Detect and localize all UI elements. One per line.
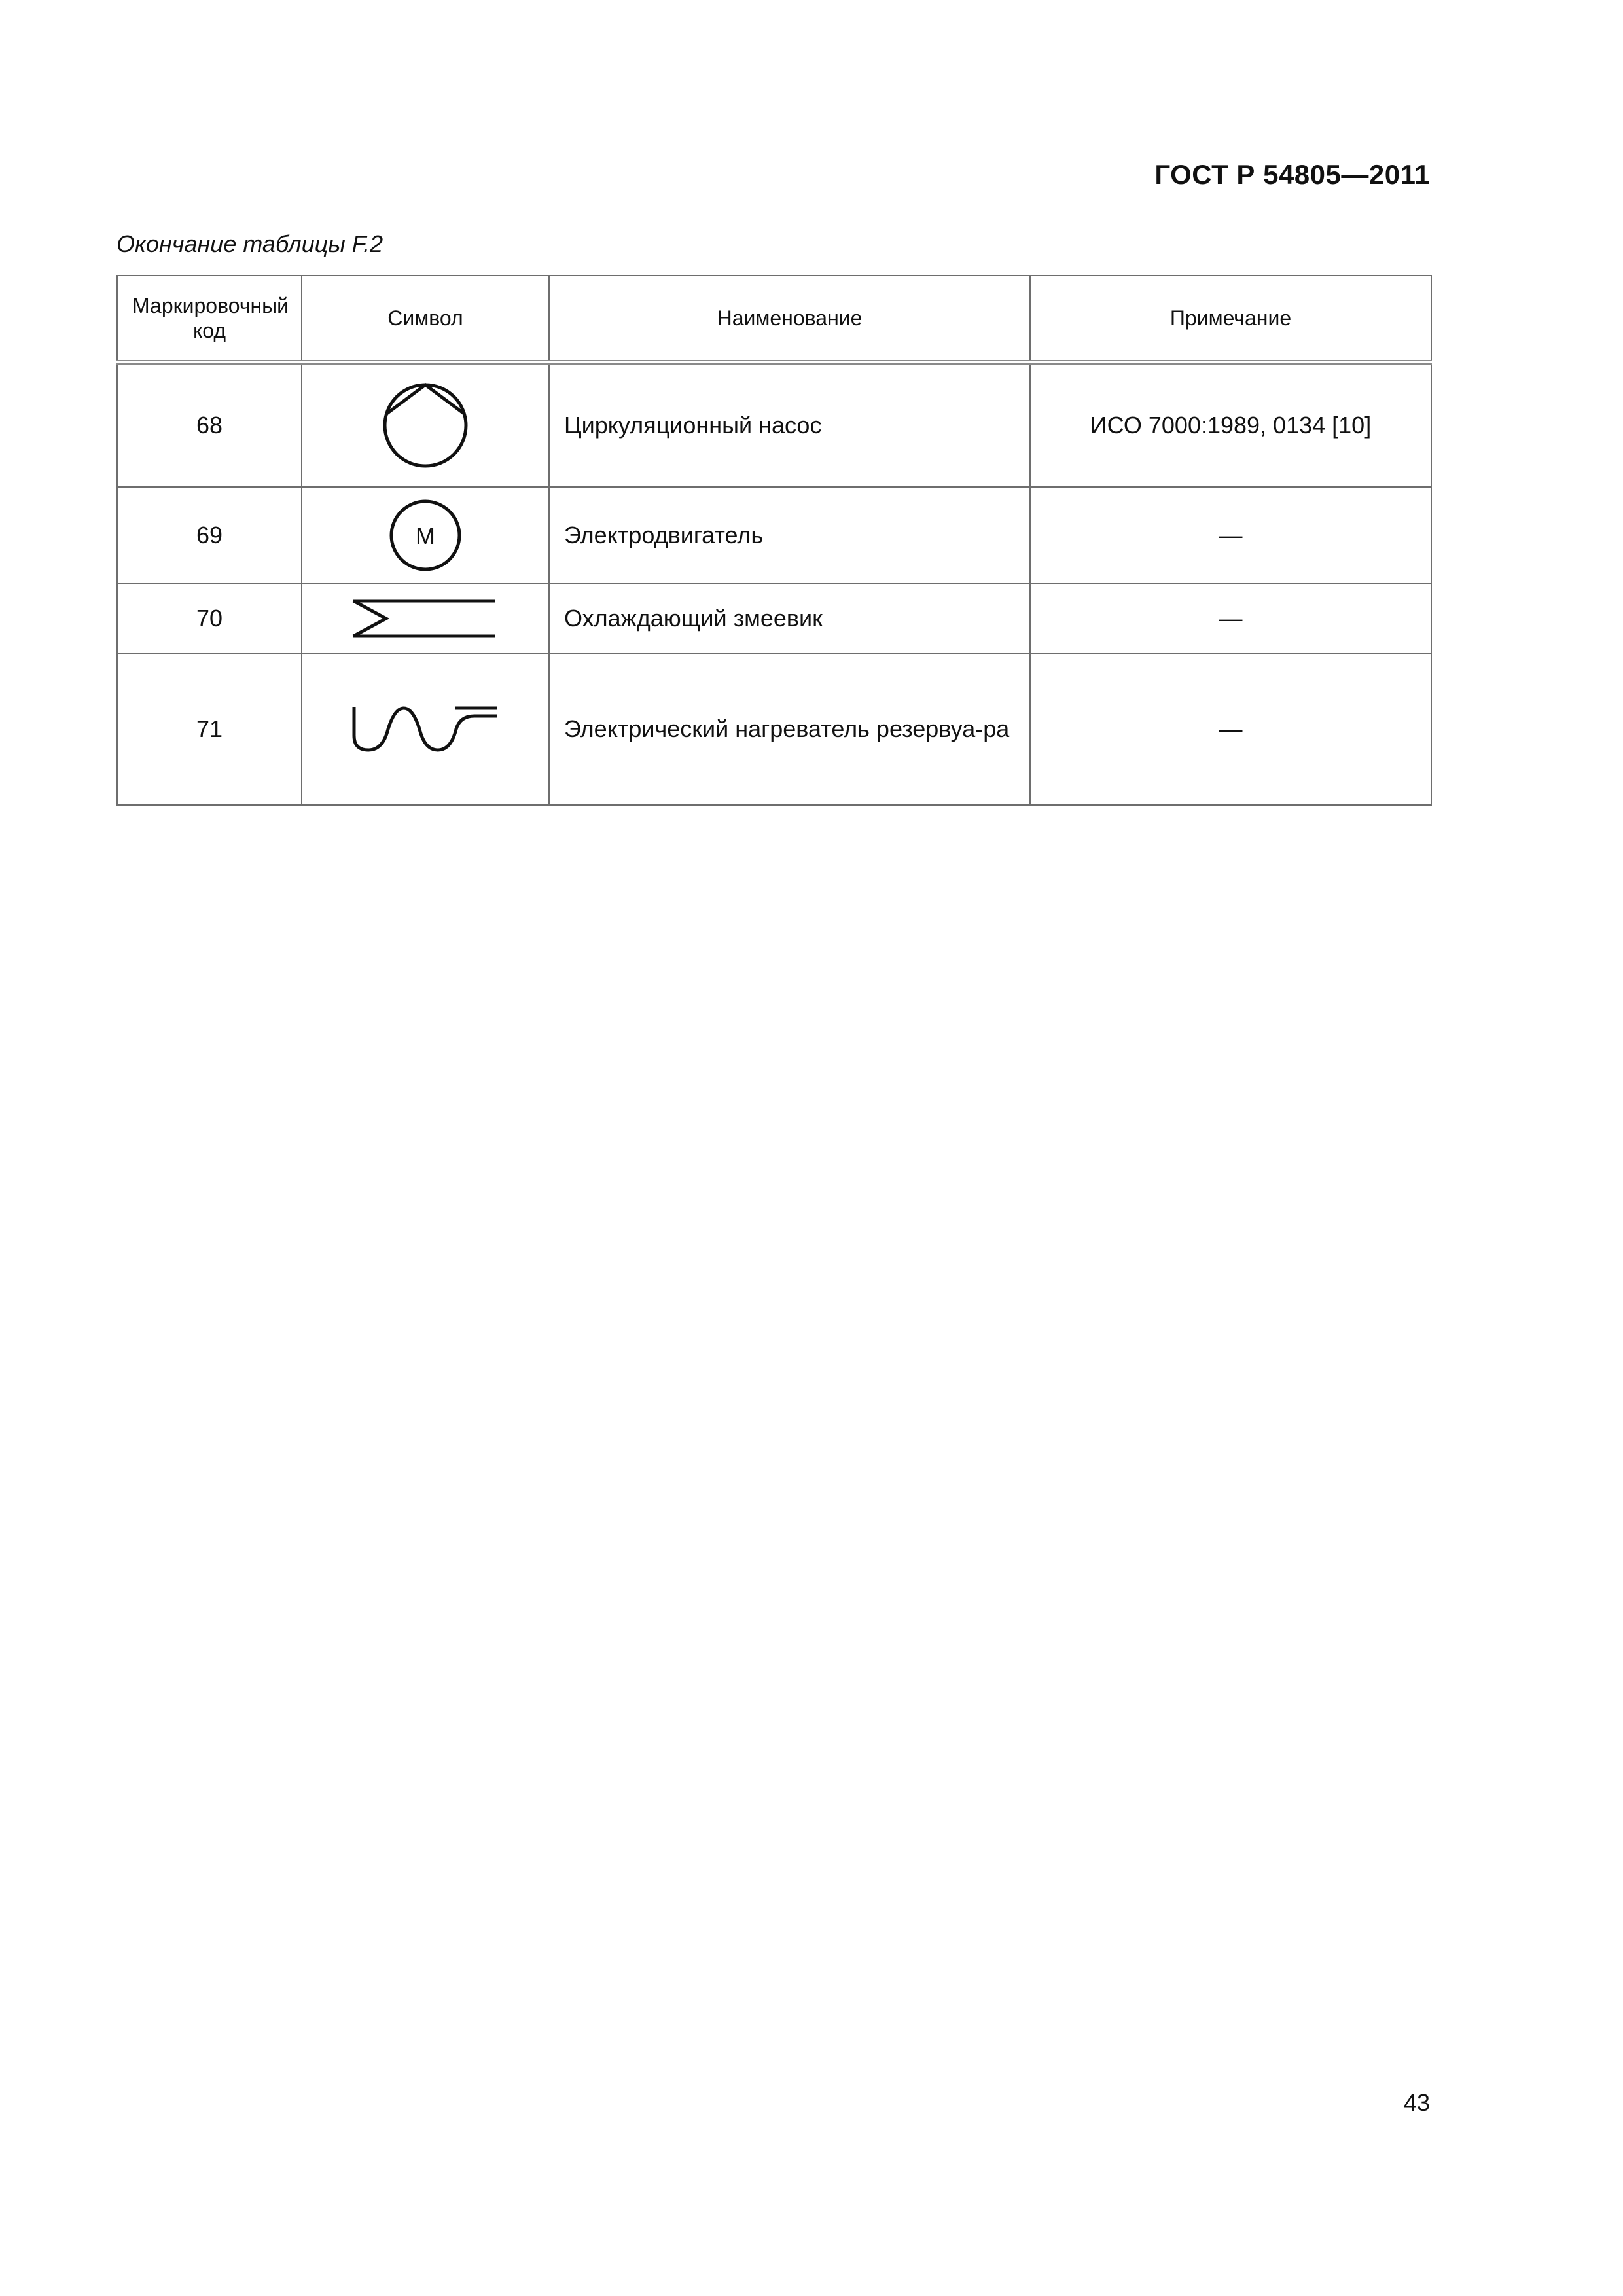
symbols-table xyxy=(116,275,1432,806)
row-symbol xyxy=(302,653,549,805)
table-row xyxy=(117,584,1431,653)
electric-motor-icon xyxy=(388,498,463,573)
row-code: 71 xyxy=(117,653,302,805)
row-symbol xyxy=(302,584,549,653)
table-caption: Окончание таблицы F.2 xyxy=(116,230,383,257)
row-name: Циркуляционный насос xyxy=(549,363,1030,487)
table-header-row xyxy=(117,276,1431,363)
row-name xyxy=(549,653,1030,805)
tank-heater-icon xyxy=(350,703,501,755)
table-row xyxy=(117,653,1431,805)
row-note: — xyxy=(1030,584,1431,653)
table-row xyxy=(117,363,1431,487)
col-header-name: Наименование xyxy=(549,276,1030,363)
table-row xyxy=(117,487,1431,584)
row-name-text: Электрический нагреватель резервуа-ра xyxy=(564,715,1010,742)
row-note: — xyxy=(1030,653,1431,805)
row-code: 68 xyxy=(117,363,302,487)
col-header-code: Маркировочный код xyxy=(117,276,302,363)
row-note: — xyxy=(1030,487,1431,584)
document-header: ГОСТ Р 54805—2011 xyxy=(1154,159,1430,190)
row-code: 69 xyxy=(117,487,302,584)
col-header-symbol: Символ xyxy=(302,276,549,363)
motor-label: М xyxy=(416,522,435,549)
page-number: 43 xyxy=(1403,2089,1430,2116)
circulation-pump-icon xyxy=(380,380,471,471)
row-note: ИСО 7000:1989, 0134 [10] xyxy=(1030,363,1431,487)
row-name: Охлаждающий змеевик xyxy=(549,584,1030,653)
row-symbol xyxy=(302,487,549,584)
row-name: Электродвигатель xyxy=(549,487,1030,584)
cooling-coil-icon xyxy=(350,596,501,641)
row-symbol xyxy=(302,363,549,487)
col-header-note: Примечание xyxy=(1030,276,1431,363)
row-code: 70 xyxy=(117,584,302,653)
